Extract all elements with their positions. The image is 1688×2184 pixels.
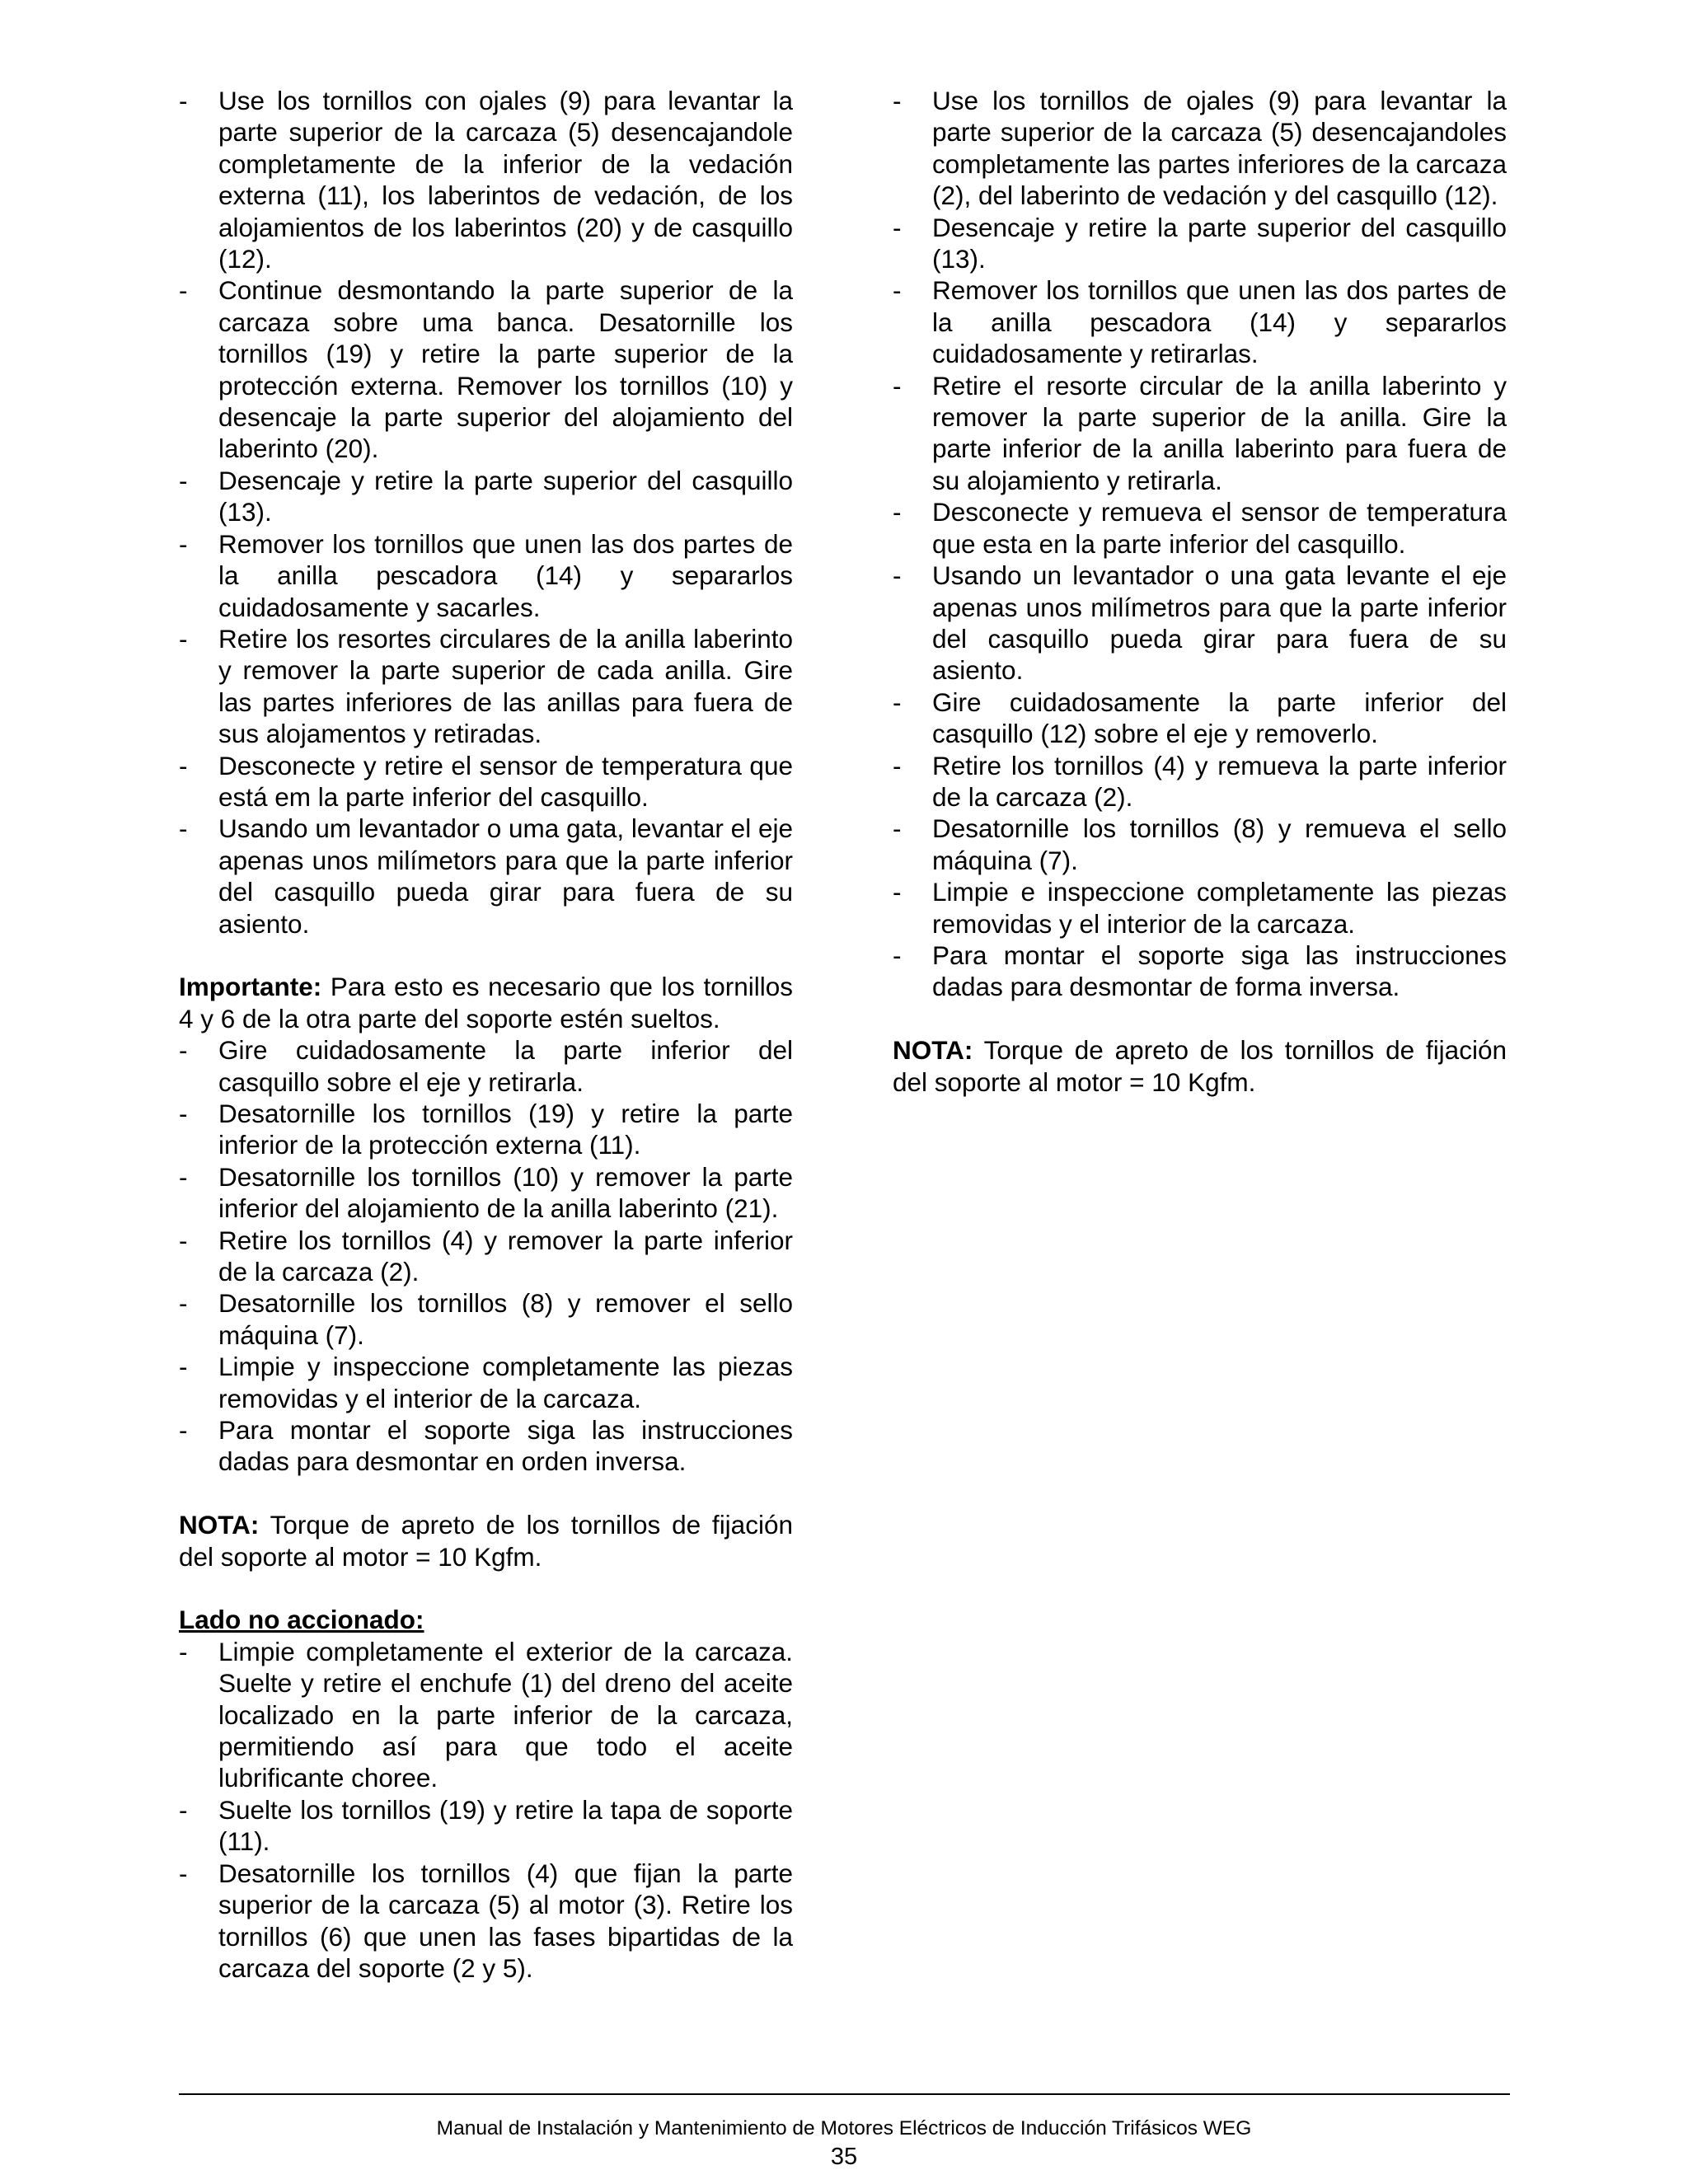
importante-note xyxy=(179,971,793,1034)
footer-title: Manual de Instalación y Mantenimiento de Motores Eléctricos de Inducción Trifásicos WEG xyxy=(436,2117,1252,2139)
importante-text: Para esto es necesario que los tornillos 4 y 6 de la otra parte del soporte estén sueltos. xyxy=(179,972,793,1033)
list-item: - Desencaje y retire la parte superior del casquillo (13). xyxy=(179,465,793,528)
list-item: - Continue desmontando la parte superior de la carcaza sobre uma banca. Desatornille los tornillos (19) y retire la parte superior de la protección externa. Remover los tornillos (10) y desencaje la parte superior del alojamiento del laberinto (20). xyxy=(179,274,793,464)
list-item: - Retire los resortes circulares de la anilla laberinto y remover la parte superior de cada anilla. Gire las partes inferiores de las anillas para fuera de sus alojamentos y retiradas. xyxy=(179,623,793,750)
list-item: - Desencaje y retire la parte superior del casquillo (13). xyxy=(893,212,1507,275)
list-item: - Gire cuidadosamente la parte inferior del casquillo sobre el eje y retirarla. xyxy=(179,1034,793,1098)
list-item: - Remover los tornillos que unen las dos partes de la anilla pescadora (14) y separarlos cuidadosamente y retirarlas. xyxy=(893,274,1507,369)
list-item: - Usando um levantador o uma gata, levantar el eje apenas unos milímetors para que la parte inferior del casquillo pueda girar para fuera de su asiento. xyxy=(179,813,793,940)
list-item: - Use los tornillos de ojales (9) para levantar la parte superior de la carcaza (5) desencajandoles completamente las partes inferiores de la carcaza (2), del laberinto de vedación y del casquillo (12). xyxy=(893,85,1507,212)
left-list-3 xyxy=(179,1636,793,1984)
nota-note xyxy=(179,1509,793,1572)
footer-divider xyxy=(179,2093,1510,2095)
importante-label: Importante: xyxy=(179,972,322,1002)
list-item: - Desatornille los tornillos (19) y retire la parte inferior de la protección externa (11). xyxy=(179,1098,793,1161)
left-column xyxy=(179,85,793,1984)
list-item: - Retire los tornillos (4) y remover la parte inferior de la carcaza (2). xyxy=(179,1225,793,1288)
left-list-1 xyxy=(179,85,793,940)
nota-label: NOTA: xyxy=(179,1510,260,1540)
list-item: - Para montar el soporte siga las instrucciones dadas para desmontar en orden inversa. xyxy=(179,1414,793,1478)
list-item: - Limpie e inspeccione completamente las piezas removidas y el interior de la carcaza. xyxy=(893,876,1507,940)
list-item: - Desatornille los tornillos (8) y remueva el sello máquina (7). xyxy=(893,813,1507,876)
list-item: - Remover los tornillos que unen las dos partes de la anilla pescadora (14) y separarlos cuidadosamente y sacarles. xyxy=(179,528,793,623)
list-item: - Desconecte y remueva el sensor de temperatura que esta en la parte inferior del casquillo. xyxy=(893,496,1507,560)
list-item: - Desconecte y retire el sensor de temperatura que está em la parte inferior del casquillo. xyxy=(179,750,793,813)
list-item: - Suelte los tornillos (19) y retire la tapa de soporte (11). xyxy=(179,1794,793,1858)
left-list-2 xyxy=(179,1034,793,1478)
nota-text: Torque de apreto de los tornillos de fijación del soporte al motor = 10 Kgfm. xyxy=(179,1510,793,1572)
list-item: - Retire los tornillos (4) y remueva la parte inferior de la carcaza (2). xyxy=(893,750,1507,813)
right-column xyxy=(893,85,1507,1098)
list-item: - Retire el resorte circular de la anilla laberinto y remover la parte superior de la anilla. Gire la parte inferior de la anilla laberinto para fuera de su alojamiento y retirarla. xyxy=(893,370,1507,497)
nota-note xyxy=(893,1034,1507,1098)
list-item: - Gire cuidadosamente la parte inferior del casquillo (12) sobre el eje y removerlo. xyxy=(893,687,1507,750)
page-number: 35 xyxy=(830,2144,858,2170)
list-item: - Desatornille los tornillos (4) que fijan la parte superior de la carcaza (5) al motor (3). Retire los tornillos (6) que unen las fases bipartidas de la carcaza del soporte (2 y 5). xyxy=(179,1858,793,1985)
nota-label: NOTA: xyxy=(893,1035,973,1066)
list-item: - Usando un levantador o una gata levante el eje apenas unos milímetros para que la parte inferior del casquillo pueda girar para fuera de su asiento. xyxy=(893,560,1507,687)
nota-text: Torque de apreto de los tornillos de fijación del soporte al motor = 10 Kgfm. xyxy=(893,1035,1507,1097)
list-item: - Para montar el soporte siga las instrucciones dadas para desmontar de forma inversa. xyxy=(893,940,1507,1003)
list-item: - Desatornille los tornillos (10) y remover la parte inferior del alojamiento de la anilla laberinto (21). xyxy=(179,1161,793,1225)
list-item: - Desatornille los tornillos (8) y remover el sello máquina (7). xyxy=(179,1287,793,1351)
list-item: - Limpie completamente el exterior de la carcaza. Suelte y retire el enchufe (1) del dreno del aceite localizado en la parte inferior de la carcaza, permitiendo así para que todo el aceite lubrificante choree. xyxy=(179,1636,793,1794)
section-heading: Lado no accionado: xyxy=(179,1605,424,1635)
list-item: - Limpie y inspeccione completamente las piezas removidas y el interior de la carcaza. xyxy=(179,1351,793,1414)
list-item: - Use los tornillos con ojales (9) para levantar la parte superior de la carcaza (5) desencajandole completamente de la inferior de la vedación externa (11), los laberintos de vedación, de los alojamientos de los laberintos (20) y de casquillo (12). xyxy=(179,85,793,274)
right-list-1 xyxy=(893,85,1507,1003)
